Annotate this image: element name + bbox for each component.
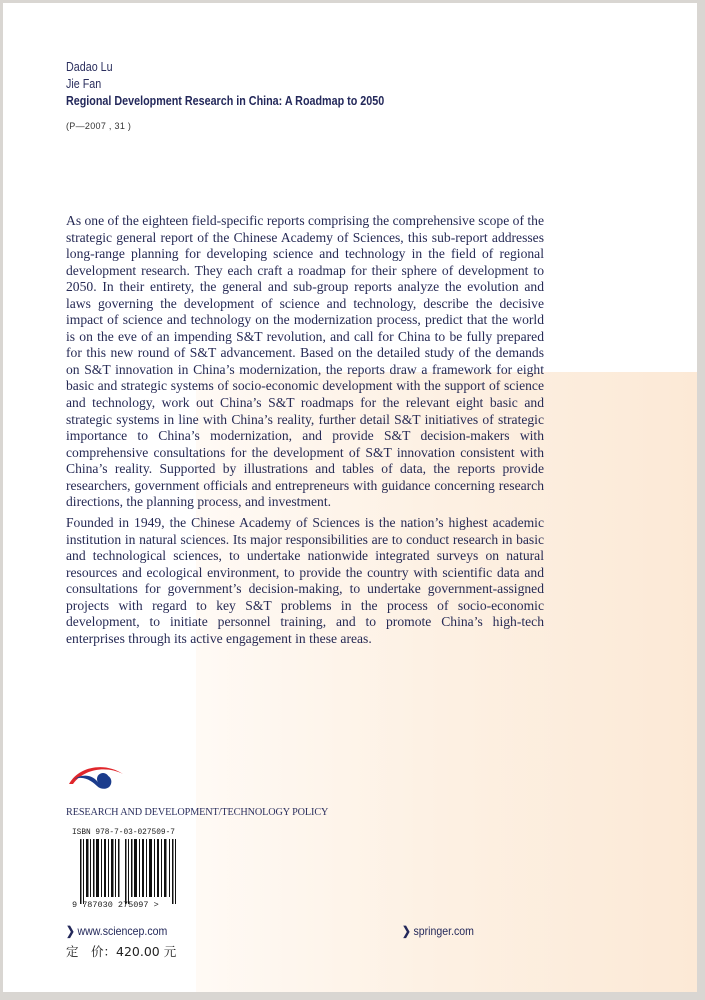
book-title: Regional Development Research in China: A Roadmap to 2050 [66,94,385,108]
back-cover [3,3,697,992]
description-paragraph-1: As one of the eighteen field-specific reports comprising the comprehensive scope of the strategic general report of the Chinese Academy of Sciences, this sub-report addresses long-range planning for developing science and technology in the field of regional development research. They each craft a roadmap for their sphere of development to 2050. In their entirety, the general and sub-group reports analyze the evolution and laws governing the development of science and technology, describe the decisive impact of science and technology on the modernization process, predict that the world is on the eve of an impending S&T revolution, and call for China to be fully prepared for this new round of S&T advancement. Based on the detailed study of the demands on S&T innovation in China’s modernization, the reports draw a framework for eight basic and strategic systems of socio-economic development with the support of science and technology, work out China’s S&T roadmaps for the relevant eight basic and strategic systems in line with China’s reality, further detail S&T initiatives of strategic importance to China’s modernization, and provide S&T decision-makers with comprehensive consultations for the development of S&T innovation consistent with China’s reality. Supported by illustrations and tables of data, the reports provide researchers, government officials and entrepreneurs with guidance concerning research directions, the planning process, and investment. [66,213,544,510]
science-press-logo-icon [67,760,125,794]
springer-link-label: springer.com [413,924,474,938]
barcode-icon [80,839,178,904]
author-1: Dadao Lu [66,60,113,74]
sciencep-link-label: www.sciencep.com [77,924,168,938]
barcode-digits: 9 787030 275097 > [72,900,159,910]
chevron-right-icon: ❯ [66,924,75,938]
sciencep-link[interactable] [66,924,167,938]
springer-link[interactable] [402,924,474,938]
description-paragraph-2: Founded in 1949, the Chinese Academy of Sciences is the nation’s highest academic institution in natural sciences. Its major responsibilities are to conduct research in basic and technological sciences, to undertake nationwide integrated surveys on natural resources and ecological environment, to provide the country with scientific data and consultations for government’s decision-making, to undertake government-assigned projects with regard to key S&T problems in the process of socio-economic development, to initiate personnel training, and to promote China’s high-tech enterprises through its active engagement in these areas. [66,515,544,646]
price-label: 定 价：420.00 元 [66,944,177,959]
chevron-right-icon: ❯ [402,924,411,938]
author-2: Jie Fan [66,77,102,91]
catalog-code: (P—2007 , 31 ) [66,121,132,131]
series-label: RESEARCH AND DEVELOPMENT/TECHNOLOGY POLICY [66,807,329,818]
isbn-text: ISBN 978-7-03-027509-7 [72,829,175,837]
